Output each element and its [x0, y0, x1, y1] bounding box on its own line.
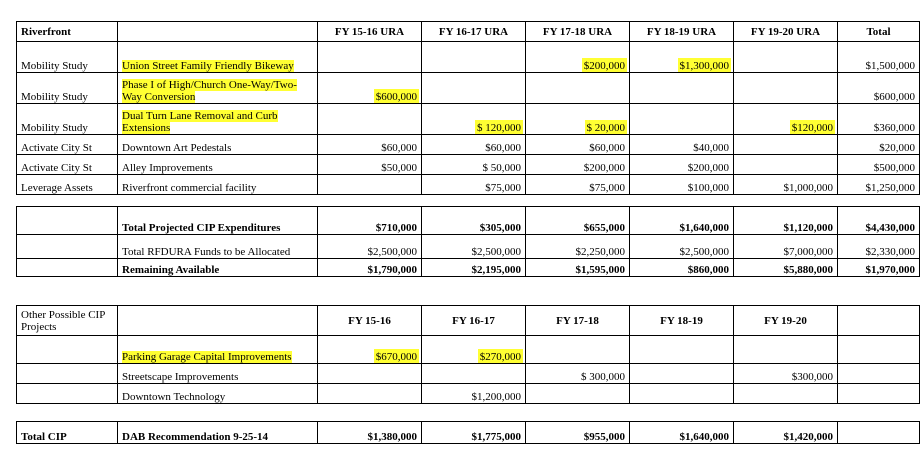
blank-cell — [838, 336, 920, 364]
amount-cell — [630, 364, 734, 384]
project-name: Downtown Technology — [122, 391, 226, 403]
amount-cell — [318, 135, 422, 155]
total-cell: $600,000 — [838, 73, 920, 104]
project-cell — [118, 364, 318, 384]
amount-value: $100,000 — [687, 182, 729, 194]
project-cell — [118, 175, 318, 195]
amount-value: $ 50,000 — [482, 162, 521, 174]
totals-value: $2,250,000 — [526, 235, 630, 259]
riverfront-header-row — [17, 22, 920, 42]
amount-cell — [526, 73, 630, 104]
totals-value: $860,000 — [630, 259, 734, 277]
amount-value: $75,000 — [589, 182, 625, 194]
project-cell — [118, 42, 318, 73]
riverfront-row — [17, 42, 920, 73]
amount-value: $60,000 — [485, 142, 521, 154]
category-cell: Mobility Study — [17, 42, 118, 73]
amount-value: $300,000 — [791, 371, 833, 383]
other-projects-label: Other Possible CIP Projects — [17, 306, 118, 336]
total-cip-value: $1,640,000 — [630, 422, 734, 444]
amount-value: $1,200,000 — [471, 391, 521, 403]
project-cell — [118, 384, 318, 404]
totals-row — [17, 235, 920, 259]
project-name: Streetscape Improvements — [122, 371, 239, 383]
amount-cell — [630, 73, 734, 104]
blank-cell — [17, 259, 118, 277]
amount-cell — [630, 384, 734, 404]
header-fy1617: FY 16-17 URA — [422, 22, 526, 42]
totals-value: $1,640,000 — [630, 207, 734, 235]
header-fy1920: FY 19-20 URA — [734, 22, 838, 42]
amount-value: $75,000 — [485, 182, 521, 194]
amount-value: $200,000 — [583, 60, 625, 72]
project-cell — [118, 104, 318, 135]
amount-cell — [734, 364, 838, 384]
other-project-row — [17, 336, 920, 364]
amount-value: $1,300,000 — [679, 60, 729, 72]
amount-cell — [526, 104, 630, 135]
amount-cell — [630, 104, 734, 135]
totals-value: $2,500,000 — [318, 235, 422, 259]
total-cip-value: $1,380,000 — [318, 422, 422, 444]
project-name: Dual Turn Lane Removal and Curb Extensions — [122, 110, 278, 134]
total-cip-value: $1,420,000 — [734, 422, 838, 444]
riverfront-row — [17, 104, 920, 135]
project-name: Riverfront commercial facility — [122, 182, 257, 194]
total-cip-label: Total CIP — [17, 422, 118, 444]
amount-cell — [734, 384, 838, 404]
header-total: Total — [838, 22, 920, 42]
project-name: Alley Improvements — [122, 162, 213, 174]
amount-cell — [422, 155, 526, 175]
amount-cell — [734, 135, 838, 155]
project-name: Downtown Art Pedestals — [122, 142, 232, 154]
blank-cell — [17, 336, 118, 364]
amount-cell — [422, 104, 526, 135]
total-cell: $360,000 — [838, 104, 920, 135]
totals-value: $2,330,000 — [838, 235, 920, 259]
total-cell: $1,250,000 — [838, 175, 920, 195]
totals-value: $1,970,000 — [838, 259, 920, 277]
header-fy1718: FY 17-18 URA — [526, 22, 630, 42]
amount-cell — [422, 73, 526, 104]
amount-value: $120,000 — [791, 122, 833, 134]
project-name: Parking Garage Capital Improvements — [122, 351, 292, 363]
riverfront-row — [17, 155, 920, 175]
totals-value: $2,195,000 — [422, 259, 526, 277]
amount-value: $40,000 — [693, 142, 729, 154]
amount-value: $60,000 — [381, 142, 417, 154]
riverfront-table — [16, 21, 920, 195]
amount-cell — [318, 364, 422, 384]
header-fy1617: FY 16-17 — [422, 306, 526, 336]
amount-cell — [318, 336, 422, 364]
amount-cell — [318, 175, 422, 195]
header-fy1920: FY 19-20 — [734, 306, 838, 336]
amount-cell — [630, 135, 734, 155]
amount-cell — [734, 104, 838, 135]
totals-label: Total RFDURA Funds to be Allocated — [118, 235, 318, 259]
amount-cell — [526, 135, 630, 155]
amount-value: $60,000 — [589, 142, 625, 154]
amount-cell — [734, 336, 838, 364]
amount-cell — [630, 155, 734, 175]
total-cip-value: $955,000 — [526, 422, 630, 444]
project-name: Phase I of High/Church One-Way/Two-Way Conversion — [122, 79, 297, 103]
amount-cell — [422, 175, 526, 195]
amount-cell — [526, 175, 630, 195]
totals-row — [17, 259, 920, 277]
amount-cell — [526, 384, 630, 404]
amount-value: $200,000 — [687, 162, 729, 174]
amount-value: $600,000 — [375, 91, 417, 103]
amount-cell — [734, 175, 838, 195]
totals-value: $1,595,000 — [526, 259, 630, 277]
totals-value: $7,000,000 — [734, 235, 838, 259]
riverfront-row — [17, 175, 920, 195]
amount-value: $ 120,000 — [477, 122, 521, 134]
total-cip-value — [838, 422, 920, 444]
header-blank — [118, 22, 318, 42]
amount-cell — [318, 155, 422, 175]
category-cell: Mobility Study — [17, 104, 118, 135]
other-project-row — [17, 384, 920, 404]
header-fy1819: FY 18-19 URA — [630, 22, 734, 42]
riverfront-label: Riverfront — [17, 22, 118, 42]
header-fy1819: FY 18-19 — [630, 306, 734, 336]
blank-cell — [17, 235, 118, 259]
amount-value: $270,000 — [479, 351, 521, 363]
amount-value: $1,000,000 — [783, 182, 833, 194]
amount-value: $670,000 — [375, 351, 417, 363]
totals-row — [17, 207, 920, 235]
project-cell — [118, 336, 318, 364]
totals-value: $5,880,000 — [734, 259, 838, 277]
header-fy1516: FY 15-16 URA — [318, 22, 422, 42]
totals-value: $655,000 — [526, 207, 630, 235]
header-blank — [838, 306, 920, 336]
category-cell: Activate City St — [17, 135, 118, 155]
category-cell: Leverage Assets — [17, 175, 118, 195]
amount-cell — [318, 384, 422, 404]
amount-cell — [422, 42, 526, 73]
amount-cell — [734, 155, 838, 175]
total-cell: $1,500,000 — [838, 42, 920, 73]
totals-table — [16, 206, 920, 277]
other-header-row — [17, 306, 920, 336]
amount-value: $ 20,000 — [586, 122, 625, 134]
amount-cell — [422, 336, 526, 364]
amount-cell — [422, 364, 526, 384]
totals-value: $4,430,000 — [838, 207, 920, 235]
amount-value: $ 300,000 — [581, 371, 625, 383]
totals-value: $305,000 — [422, 207, 526, 235]
amount-cell — [526, 336, 630, 364]
category-cell: Mobility Study — [17, 73, 118, 104]
other-projects-table — [16, 305, 920, 404]
amount-value: $200,000 — [583, 162, 625, 174]
amount-cell — [526, 155, 630, 175]
total-cell: $500,000 — [838, 155, 920, 175]
dab-recommendation-label: DAB Recommendation 9-25-14 — [118, 422, 318, 444]
totals-label: Total Projected CIP Expenditures — [118, 207, 318, 235]
amount-cell — [318, 42, 422, 73]
blank-cell — [17, 384, 118, 404]
amount-cell — [630, 336, 734, 364]
header-blank — [118, 306, 318, 336]
project-cell — [118, 73, 318, 104]
amount-cell — [422, 384, 526, 404]
amount-cell — [734, 42, 838, 73]
totals-label: Remaining Available — [118, 259, 318, 277]
totals-value: $2,500,000 — [422, 235, 526, 259]
amount-cell — [526, 42, 630, 73]
total-cip-value: $1,775,000 — [422, 422, 526, 444]
blank-cell — [17, 364, 118, 384]
amount-cell — [422, 135, 526, 155]
amount-cell — [734, 73, 838, 104]
riverfront-row — [17, 73, 920, 104]
riverfront-row — [17, 135, 920, 155]
totals-value: $2,500,000 — [630, 235, 734, 259]
amount-cell — [318, 104, 422, 135]
amount-cell — [630, 42, 734, 73]
project-cell — [118, 155, 318, 175]
other-project-row — [17, 364, 920, 384]
totals-value: $1,790,000 — [318, 259, 422, 277]
total-cip-table — [16, 421, 920, 444]
project-cell — [118, 135, 318, 155]
blank-cell — [838, 384, 920, 404]
header-fy1718: FY 17-18 — [526, 306, 630, 336]
blank-cell — [838, 364, 920, 384]
blank-cell — [17, 207, 118, 235]
amount-value: $50,000 — [381, 162, 417, 174]
amount-cell — [526, 364, 630, 384]
amount-cell — [318, 73, 422, 104]
header-fy1516: FY 15-16 — [318, 306, 422, 336]
total-cell: $20,000 — [838, 135, 920, 155]
total-cip-row — [17, 422, 920, 444]
category-cell: Activate City St — [17, 155, 118, 175]
project-name: Union Street Family Friendly Bikeway — [122, 60, 294, 72]
amount-cell — [630, 175, 734, 195]
totals-value: $1,120,000 — [734, 207, 838, 235]
totals-value: $710,000 — [318, 207, 422, 235]
